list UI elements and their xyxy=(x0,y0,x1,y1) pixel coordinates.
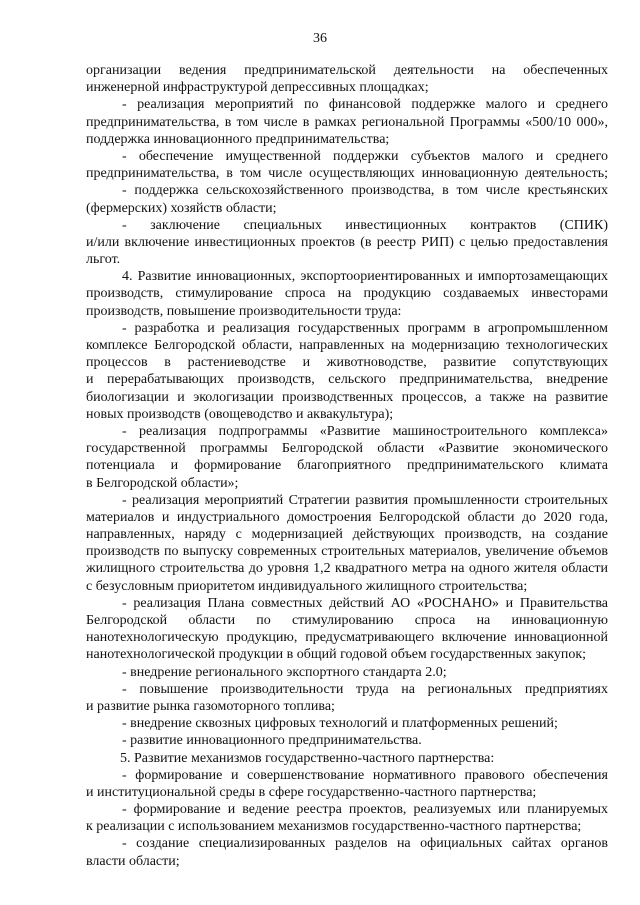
text-line: Белгородской области по стимулированию спроса на инновационную xyxy=(86,613,608,628)
text-line: комплексе Белгородской области, направленных на модернизацию технологических xyxy=(86,338,608,353)
text-line: (фермерских) хозяйств области; xyxy=(86,200,277,216)
text-line: потенциала и формирование благоприятного предпринимательского климата xyxy=(86,458,608,474)
text-line: льгот. xyxy=(86,252,121,268)
text-line: - реализация Плана совместных действий АО «РОСНАНО» и Правительства xyxy=(122,595,608,611)
text-line: направленных, наряду с модернизацией действующих производств, на создание xyxy=(86,527,608,543)
text-line: 4. Развитие инновационных, экспортоориентированных и импортозамещающих xyxy=(122,269,608,285)
text-line: предпринимательства, в том числе осуществляющих инновационную деятельность; xyxy=(86,166,608,182)
text-line: - реализация мероприятий Стратегии развития промышленности строительных xyxy=(122,492,608,508)
text-line: - реализация подпрограммы «Развитие машиностроительного комплекса» xyxy=(122,423,608,439)
text-line: - разработка и реализация государственных программ в агропромышленном xyxy=(122,320,608,336)
text-line: - повышение производительности труда на региональных предприятиях xyxy=(122,681,608,697)
text-line: инженерной инфраструктурой депрессивных площадках; xyxy=(86,80,429,96)
text-line: - формирование и ведение реестра проектов, реализуемых или планируемых xyxy=(122,802,608,818)
text-line: производств по выпуску современных строительных материалов, увеличение объемов xyxy=(86,544,608,560)
text-line: в Белгородской области»; xyxy=(86,475,239,491)
text-line: процессов в растениеводстве и животноводстве, развитие сопутствующих xyxy=(86,355,608,371)
text-line: и развитие рынка газомоторного топлива; xyxy=(86,698,335,714)
text-line: - внедрение регионального экспортного стандарта 2.0; xyxy=(122,664,447,680)
text-line: нанотехнологическую продукцию, предусматривающего включение инновационной xyxy=(86,630,608,646)
text-line: жилищного строительства до уровня 1,2 квадратного метра на одного жителя области xyxy=(86,561,608,577)
text-line: - развитие инновационного предпринимательства. xyxy=(122,733,422,749)
text-line: поддержка инновационного предпринимательства; xyxy=(86,131,390,147)
body-text xyxy=(86,62,608,870)
page-number: 36 xyxy=(313,31,327,46)
text-line: материалов и индустриального домостроения Белгородской области до 2020 года, xyxy=(86,509,608,525)
text-line: власти области; xyxy=(86,853,180,869)
text-line: предпринимательства, в том числе в рамках региональной Программы «500/10 000», xyxy=(86,114,608,130)
text-line: производств, повышение производительности труда: xyxy=(86,303,402,319)
text-line: производств, стимулирование спроса на продукцию создаваемых инвесторами xyxy=(86,286,608,302)
text-line: биологизации и экологизации производственных процессов, а также на развитие xyxy=(86,389,608,405)
text-line: с безусловным приоритетом индивидуального жилищного строительства; xyxy=(86,578,528,594)
text-line: нанотехнологической продукции в общий годовой объем государственных закупок; xyxy=(86,647,587,663)
text-line: к реализации с использованием механизмов государственно-частного партнерства; xyxy=(86,819,582,835)
text-line: - создание специализированных разделов на официальных сайтах органов xyxy=(122,836,608,852)
text-line: - реализация мероприятий по финансовой поддержке малого и среднего xyxy=(122,97,608,113)
text-line: новых производств (овощеводство и аквакультура); xyxy=(86,406,394,422)
text-line: государственной программы Белгородской области «Развитие экономического xyxy=(86,441,608,457)
text-line: и/или включение инвестиционных проектов (в реестр РИП) с целью предоставления xyxy=(86,234,608,250)
text-line: и институциональной среды в сфере государственно-частного партнерства; xyxy=(86,784,537,800)
text-line: - формирование и совершенствование нормативного правового обеспечения xyxy=(122,767,608,783)
text-line: 5. Развитие механизмов государственно-частного партнерства: xyxy=(120,750,495,766)
text-line: - поддержка сельскохозяйственного производства, в том числе крестьянских xyxy=(122,183,608,199)
text-line: - заключение специальных инвестиционных контрактов (СПИК) xyxy=(122,217,608,233)
text-line: - внедрение сквозных цифровых технологий и платформенных решений; xyxy=(122,716,558,732)
text-line: организации ведения предпринимательской деятельности на обеспеченных xyxy=(86,63,608,78)
text-line: и перерабатывающих производств, сельского предпринимательства, внедрение xyxy=(86,372,608,388)
text-line: - обеспечение имущественной поддержки субъектов малого и среднего xyxy=(122,148,608,164)
